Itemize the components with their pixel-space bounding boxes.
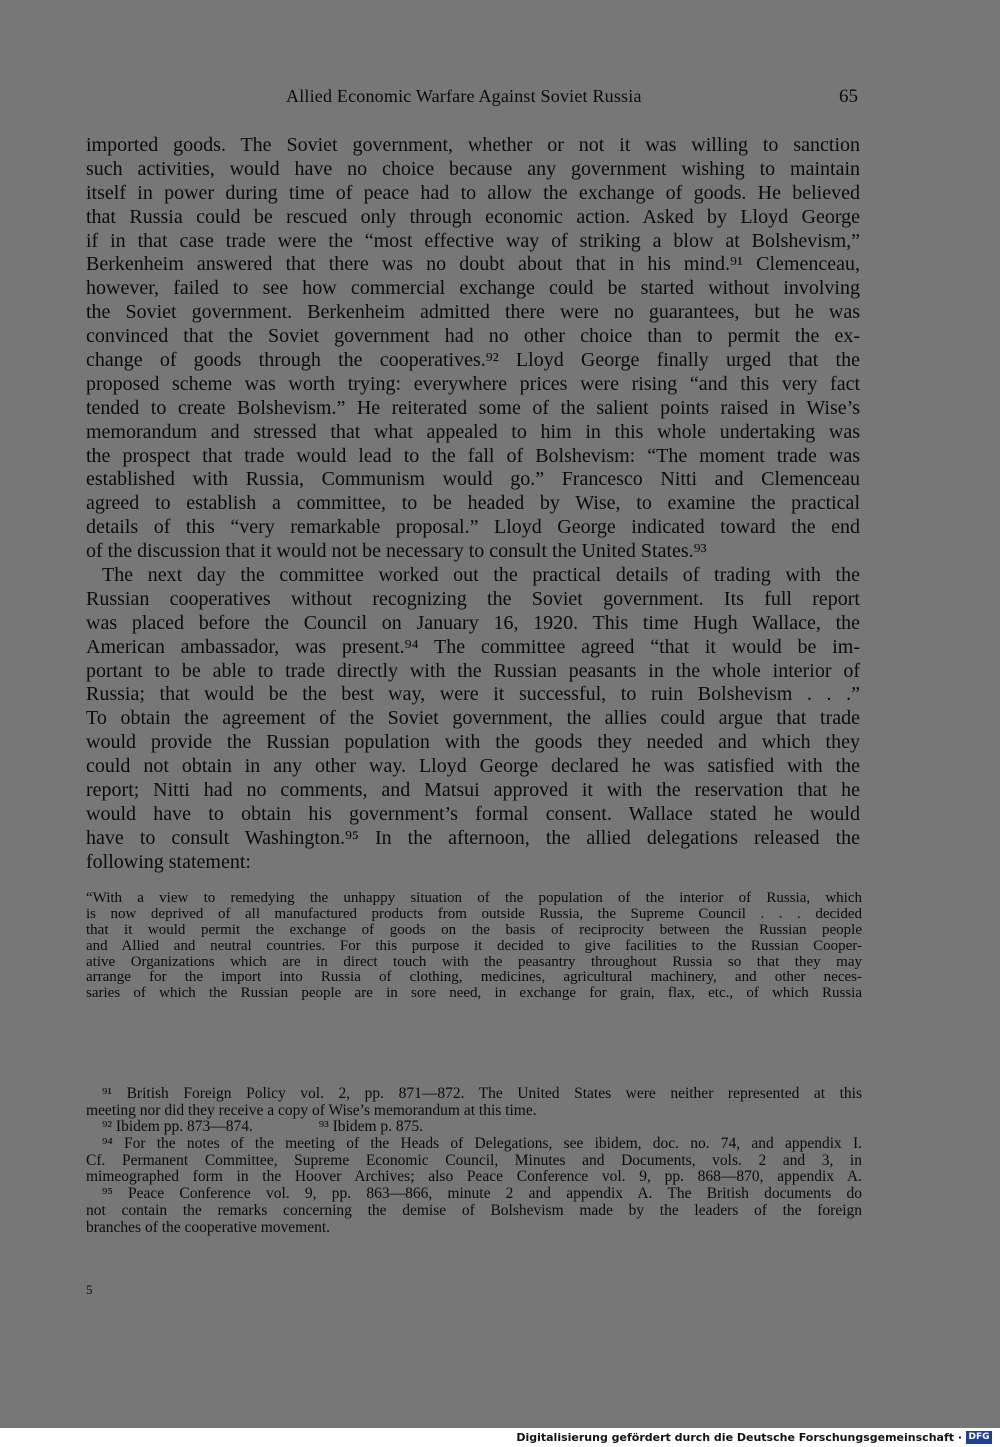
footnote-line: not contain the remarks concerning the demise of Bolshevism made by the leaders of the foreign [86, 1201, 862, 1219]
body-line: would have to obtain his government’s formal consent. Wallace stated he would [86, 802, 860, 825]
body-line: tended to create Bolshevism.” He reiterated some of the salient points raised in Wise’s [86, 396, 860, 419]
block-quote [86, 891, 862, 1002]
body-line: would provide the Russian population with the goods they needed and which they [86, 731, 860, 754]
body-line: however, failed to see how commercial exchange could be started without involving [86, 277, 860, 300]
body-line: proposed scheme was worth trying: everywhere prices were rising “and this very fact [86, 372, 860, 395]
quote-line: “With a view to remedying the unhappy situation of the population of the interior of Russia, which [86, 890, 862, 906]
footnote-line: mimeographed form in the Hoover Archives; also Peace Conference vol. 9, pp. 868—870, appendix A. [86, 1168, 862, 1186]
body-line: American ambassador, was present.⁹⁴ The committee agreed “that it would be im- [86, 635, 860, 658]
footnote-line: branches of the cooperative movement. [86, 1218, 331, 1236]
body-line: convinced that the Soviet government had no other choice than to permit the ex- [86, 325, 860, 348]
footnote-line: ⁹¹ British Foreign Policy vol. 2, pp. 871—872. The United States were neither represented at this [102, 1085, 862, 1102]
body-line: To obtain the agreement of the Soviet government, the allies could argue that trade [86, 707, 860, 730]
body-line: agreed to establish a committee, to be headed by Wise, to examine the practical [86, 492, 860, 515]
body-line: details of this “very remarkable proposal.” Lloyd George indicated toward the end [86, 516, 860, 539]
body-line: if in that case trade were the “most effective way of striking a blow at Bolshevism,” [86, 229, 860, 252]
body-line: such activities, would have no choice because any government wishing to maintain [86, 157, 860, 180]
body-line: the Soviet government. Berkenheim admitted there were no guarantees, but he was [86, 301, 860, 324]
dfg-logo: DFG [966, 1431, 992, 1444]
quote-line: arrange for the import into Russia of clothing, medicines, agricultural machinery, and other neces- [86, 969, 862, 986]
body-line: that Russia could be rescued only through economic action. Asked by Lloyd George [86, 205, 860, 228]
body-line: memorandum and stressed that what appealed to him in this whole undertaking was [86, 420, 860, 443]
quote-line: is now deprived of all manufactured products from outside Russia, the Supreme Council . . . decided [86, 905, 862, 922]
body-line: was placed before the Council on January 16, 1920. This time Hugh Wallace, the [86, 611, 860, 634]
page-header [86, 86, 858, 112]
body-line: The next day the committee worked out the practical details of trading with the [102, 564, 860, 587]
footnote-line: ⁹⁵ Peace Conference vol. 9, pp. 863—866, minute 2 and appendix A. The British documents do [102, 1185, 862, 1203]
body-line: Russia; that would be the best way, were it successful, to ruin Bolshevism . . .” [86, 683, 860, 706]
running-title: Allied Economic Warfare Against Soviet Russia [286, 86, 642, 106]
body-line: change of goods through the cooperatives.⁹² Lloyd George finally urged that the [86, 349, 860, 372]
body-line: itself in power during time of peace had to allow the exchange of goods. He believed [86, 181, 860, 204]
body-line: have to consult Washington.⁹⁵ In the afternoon, the allied delegations released the [86, 826, 860, 849]
quote-line: saries of which the Russian people are in sore need, in exchange for grain, flax, etc., of which Russia [86, 985, 862, 1002]
funding-note: Digitalisierung gefördert durch die Deutsche Forschungsgemeinschaft · [516, 1431, 962, 1444]
body-line: portant to be able to trade directly with the Russian peasants in the whole interior of [86, 659, 860, 682]
body-line: imported goods. The Soviet government, whether or not it was willing to sanction [86, 134, 860, 156]
body-line: Berkenheim answered that there was no doubt about that in his mind.⁹¹ Clemenceau, [86, 253, 860, 276]
body-line: the prospect that trade would lead to the fall of Bolshevism: “The moment trade was [86, 444, 860, 467]
body-line: following statement: [86, 850, 251, 873]
body-line: could not obtain in any other way. Lloyd George declared he was satisfied with the [86, 755, 860, 778]
footnote-line: ⁹² Ibidem pp. 873—874. ⁹³ Ibidem p. 875. [102, 1118, 424, 1136]
body-line: Russian cooperatives without recognizing the Soviet government. Its full report [86, 587, 860, 610]
footnotes [86, 1086, 862, 1236]
body-line: of the discussion that it would not be necessary to consult the United States.⁹³ [86, 540, 707, 563]
quote-line: ative Organizations which are in direct touch with the peasantry throughout Russia so that they may [86, 953, 862, 970]
body-line: report; Nitti had no comments, and Matsui approved it with the reservation that he [86, 779, 860, 802]
quote-line: and Allied and neutral countries. For this purpose it decided to give facilities to the Russian Cooper- [86, 937, 862, 954]
footnote-line: meeting nor did they receive a copy of Wise’s memorandum at this time. [86, 1101, 537, 1119]
footnote-line: ⁹⁴ For the notes of the meeting of the Heads of Delegations, see ibidem, doc. no. 74, and appendix I. [102, 1135, 862, 1153]
quote-line: that it would permit the exchange of goods on the basis of reciprocity between the Russian people [86, 921, 862, 938]
digitization-footer [0, 1428, 1000, 1447]
page-number: 65 [839, 86, 858, 107]
body-text [86, 134, 860, 875]
body-line: established with Russia, Communism would go.” Francesco Nitti and Clemenceau [86, 468, 860, 491]
signature-mark: 5 [86, 1282, 93, 1297]
footnote-line: Cf. Permanent Committee, Supreme Economic Council, Minutes and Documents, vols. 2 and 3, in [86, 1151, 862, 1169]
